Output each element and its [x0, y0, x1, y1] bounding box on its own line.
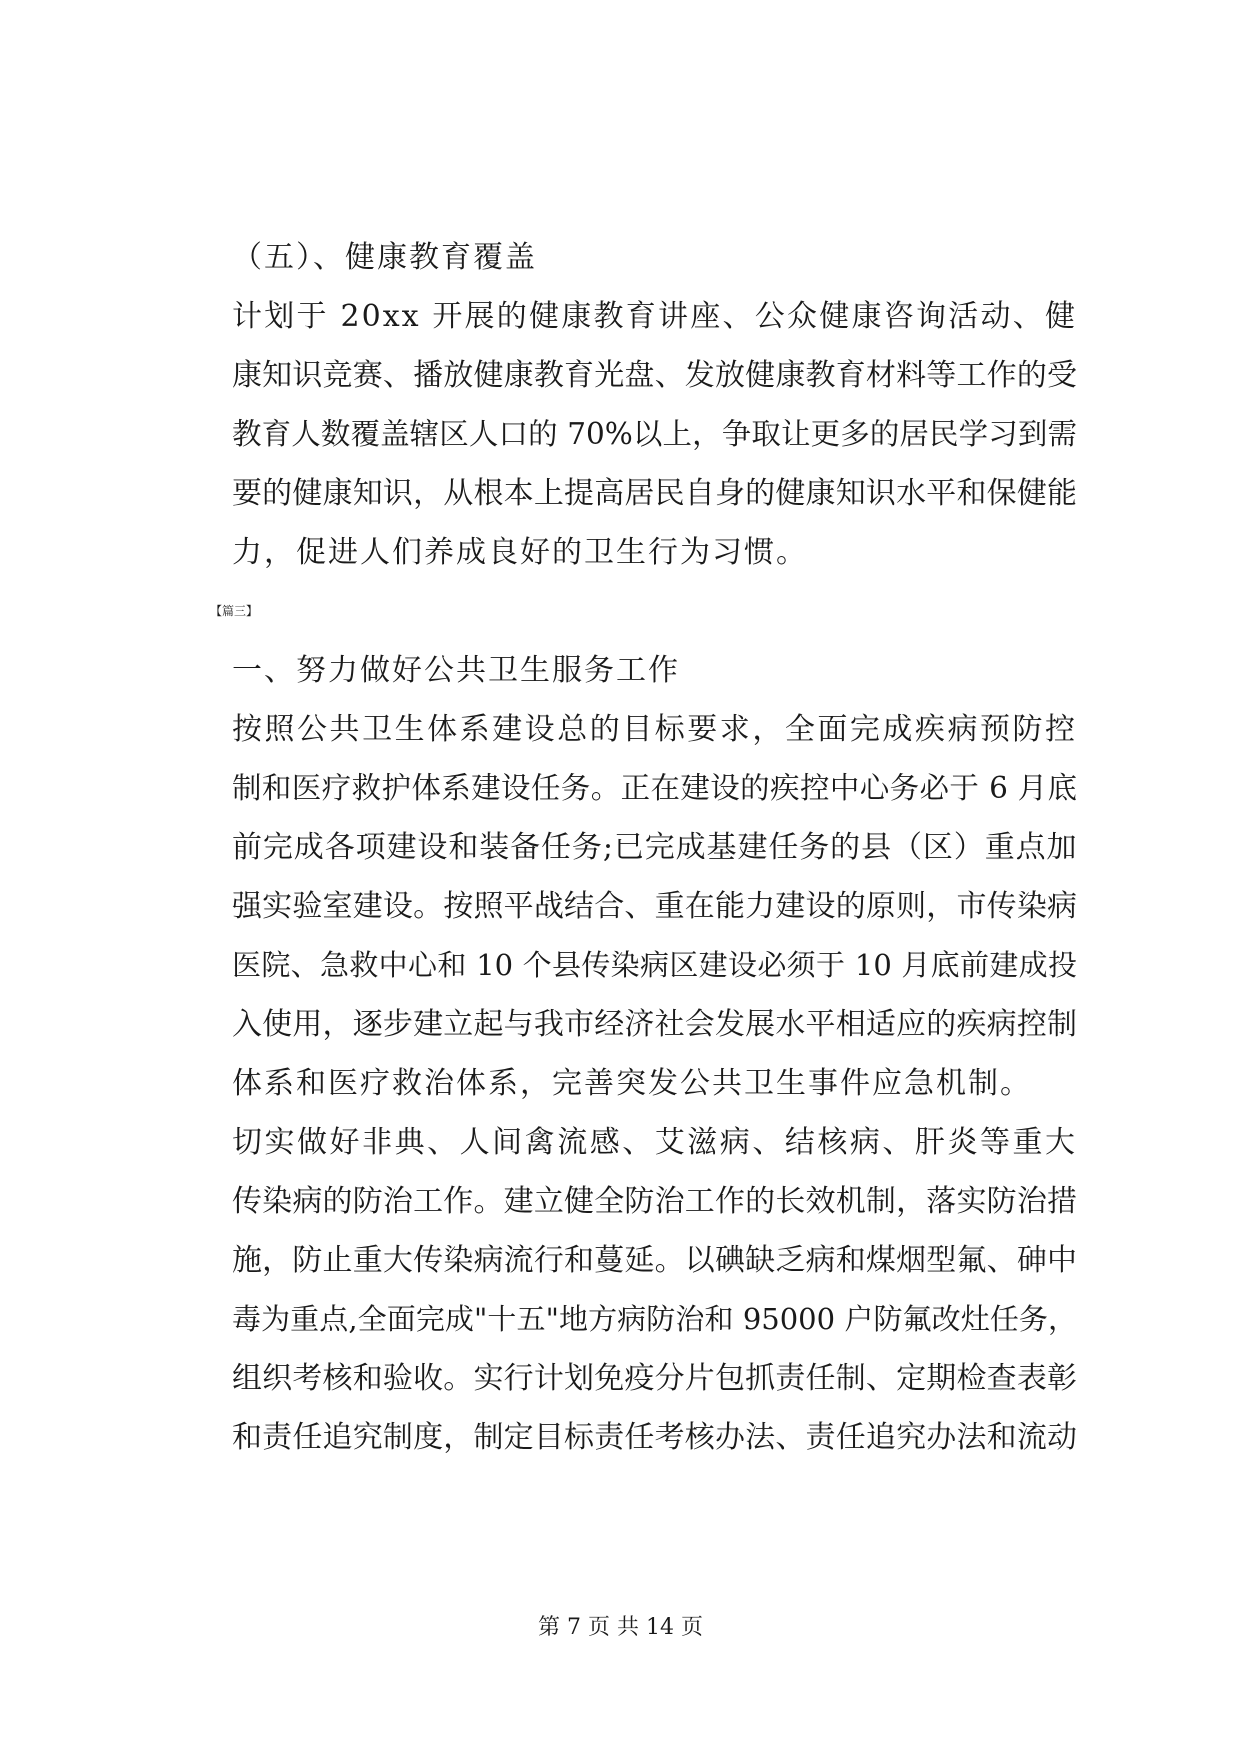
- paragraph-line: 教育人数覆盖辖区人口的 70%以上，争取让更多的居民学习到需: [232, 417, 1077, 451]
- paragraph-line: 和责任追究制度，制定目标责任考核办法、责任追究办法和流动: [232, 1420, 1077, 1455]
- paragraph-line: 体系和医疗救治体系，完善突发公共卫生事件应急机制。: [232, 1066, 1032, 1101]
- paragraph-line: 传染病的防治工作。建立健全防治工作的长效机制，落实防治措: [232, 1184, 1077, 1219]
- paragraph-line: 强实验室建设。按照平战结合、重在能力建设的原则，市传染病: [232, 889, 1077, 924]
- paragraph-line: 按照公共卫生体系建设总的目标要求，全面完成疾病预防控: [232, 712, 1077, 747]
- paragraph-line: 制和医疗救护体系建设任务。正在建设的疾控中心务必于 6 月底: [232, 771, 1077, 805]
- section-heading-public-health: 一、努力做好公共卫生服务工作: [232, 653, 680, 688]
- part-heading-three: 【篇三】: [210, 604, 259, 618]
- paragraph-line: 康知识竞赛、播放健康教育光盘、发放健康教育材料等工作的受: [232, 358, 1077, 393]
- paragraph-line: 切实做好非典、人间禽流感、艾滋病、结核病、肝炎等重大: [232, 1125, 1077, 1160]
- paragraph-line: 力，促进人们养成良好的卫生行为习惯。: [232, 535, 808, 570]
- paragraph-line: 毒为重点,全面完成"十五"地方病防治和 95000 户防氟改灶任务，: [232, 1302, 1077, 1336]
- section-heading-health-education: （五）、健康教育覆盖: [232, 240, 537, 275]
- paragraph-line: 医院、急救中心和 10 个县传染病区建设必须于 10 月底前建成投: [232, 948, 1077, 982]
- paragraph-line: 施，防止重大传染病流行和蔓延。以碘缺乏病和煤烟型氟、砷中: [232, 1243, 1077, 1278]
- page-number-label: 第 7 页 共 14 页: [538, 1615, 703, 1640]
- paragraph-line: 前完成各项建设和装备任务;已完成基建任务的县（区）重点加: [232, 830, 1077, 865]
- page-footer: [0, 1613, 1241, 1643]
- paragraph-line: 组织考核和验收。实行计划免疫分片包抓责任制、定期检查表彰: [232, 1361, 1077, 1396]
- paragraph-line: 要的健康知识，从根本上提高居民自身的健康知识水平和保健能: [232, 476, 1077, 511]
- paragraph-line: 入使用，逐步建立起与我市经济社会发展水平相适应的疾病控制: [232, 1007, 1077, 1042]
- document-body: [210, 228, 1077, 1467]
- paragraph-line: 计划于 20xx 开展的健康教育讲座、公众健康咨询活动、健: [232, 299, 1077, 334]
